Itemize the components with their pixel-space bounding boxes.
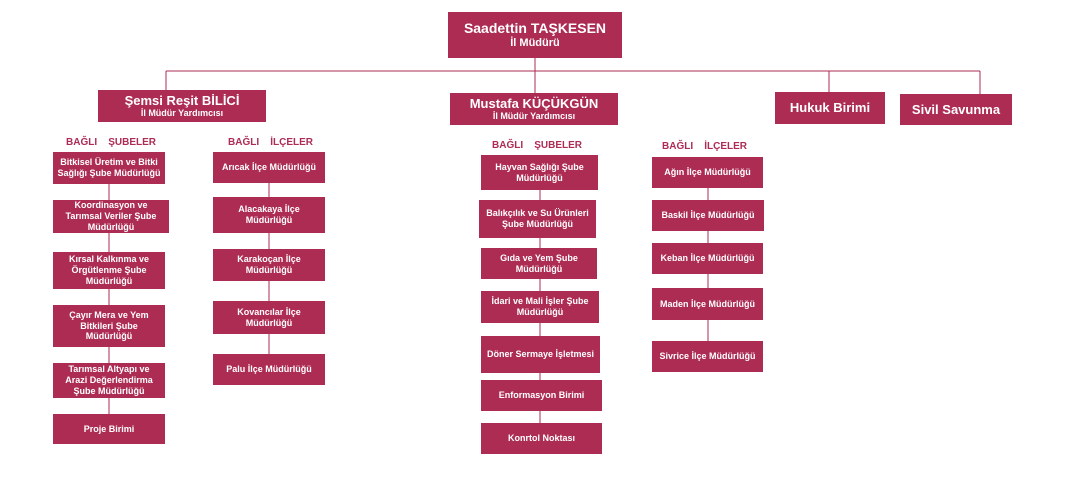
col2-item[interactable]: Alacakaya İlçe Müdürlüğü [213,197,325,233]
col2-item[interactable]: Kovancılar İlçe Müdürlüğü [213,301,325,334]
col2-item[interactable]: Arıcak İlçe Müdürlüğü [213,152,325,183]
col3-item[interactable]: Konrtol Noktası [481,423,602,454]
col4-item[interactable]: Baskil İlçe Müdürlüğü [652,200,764,231]
director-box[interactable] [448,12,622,58]
deputy-mid-title: İl Müdür Yardımcısı [492,111,576,122]
col3-item[interactable]: Gıda ve Yem Şube Müdürlüğü [481,248,597,279]
col1-item[interactable]: Proje Birimi [53,414,165,444]
col1-header: BAĞLI ŞUBELER [66,137,157,148]
col4-item[interactable]: Ağın İlçe Müdürlüğü [652,157,763,188]
col3-item[interactable]: Döner Sermaye İşletmesi [481,336,600,373]
col1-item[interactable]: Kırsal Kalkınma ve Örgütlenme Şube Müdürlüğü [53,252,165,289]
col4-item[interactable]: Keban İlçe Müdürlüğü [652,243,763,274]
col1-item[interactable]: Çayır Mera ve Yem Bitkileri Şube Müdürlüğü [53,305,165,347]
col1-item[interactable]: Bitkisel Üretim ve Bitki Sağlığı Şube Müdürlüğü [53,152,165,184]
col1-item[interactable]: Tarımsal Altyapı ve Arazi Değerlendirma Şube Müdürlüğü [53,363,165,398]
col4-header: BAĞLI İLÇELER [662,141,747,152]
col2-item[interactable]: Karakoçan İlçe Müdürlüğü [213,249,325,281]
director-name: Saadettin TAŞKESEN [463,20,607,36]
col4-item[interactable]: Maden İlçe Müdürlüğü [652,288,763,320]
col2-header: BAĞLI İLÇELER [228,137,313,148]
deputy-mid-name: Mustafa KÜÇÜKGÜN [469,95,599,111]
deputy-mid-box[interactable] [450,93,618,125]
col2-item[interactable]: Palu İlçe Müdürlüğü [213,354,325,385]
col1-item[interactable]: Koordinasyon ve Tarımsal Veriler Şube Müdürlüğü [53,200,169,233]
deputy-left-name: Şemsi Reşit BİLİCİ [124,92,240,108]
deputy-left-box[interactable] [98,90,266,122]
col4-item[interactable]: Sivrice İlçe Müdürlüğü [652,341,763,372]
col3-header: BAĞLI ŞUBELER [492,140,583,151]
col3-item[interactable]: Balıkçılık ve Su Ürünleri Şube Müdürlüğü [479,200,596,238]
director-title: İl Müdürü [510,36,560,49]
sivil-savunma-box[interactable]: Sivil Savunma [900,94,1012,125]
col3-item[interactable]: Enformasyon Birimi [481,380,602,411]
col3-item[interactable]: İdari ve Mali İşler Şube Müdürlüğü [481,291,599,323]
deputy-left-title: İl Müdür Yardımcısı [140,108,224,119]
col3-item[interactable]: Hayvan Sağlığı Şube Müdürlüğü [481,155,598,190]
hukuk-birimi-box[interactable]: Hukuk Birimi [775,92,885,124]
